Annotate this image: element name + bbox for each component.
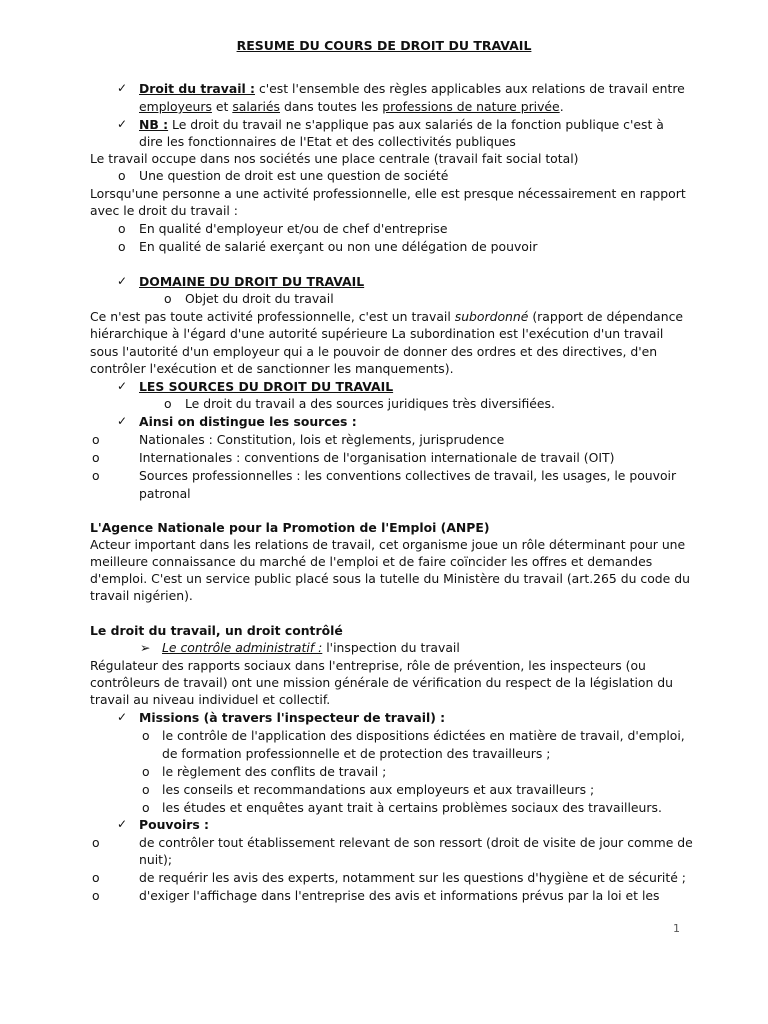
list-item: le contrôle de l'application des dispositions édictées en matière de travail, d'emploi, — [162, 728, 685, 743]
section-heading: Le droit du travail, un droit contrôlé — [90, 623, 343, 638]
list-item-continued: nuit); — [139, 852, 173, 867]
check-icon: ✓ — [117, 379, 128, 393]
subheading: Missions (à travers l'inspecteur de travail) : — [139, 710, 446, 725]
paragraph: contrôleurs de travail) ont une mission générale de vérification du respect de la législation du — [90, 675, 673, 690]
list-item: d'exiger l'affichage dans l'entreprise des avis et informations prévus par la loi et les — [139, 888, 660, 903]
paragraph: travail au niveau individuel et collectif. — [90, 692, 331, 707]
list-item: de contrôler tout établissement relevant de son ressort (droit de visite de jour comme de — [139, 835, 693, 850]
circle-bullet: o — [92, 870, 100, 885]
paragraph: meilleure connaissance du marché de l'emploi et de faire coïncider les offres et demandes — [90, 554, 653, 569]
paragraph: sous l'autorité d'un employeur qui a le pouvoir de donner des ordres et des directives, d'en — [90, 344, 658, 359]
circle-bullet: o — [92, 888, 100, 903]
circle-bullet: o — [92, 835, 100, 850]
subheading: Pouvoirs : — [139, 817, 210, 832]
paragraph: Régulateur des rapports sociaux dans l'entreprise, rôle de prévention, les inspecteurs (ou — [90, 658, 646, 673]
circle-bullet: o — [92, 450, 100, 465]
paragraph: Le travail occupe dans nos sociétés une place centrale (travail fait social total) — [90, 151, 579, 166]
circle-bullet: o — [142, 764, 150, 779]
list-item: Objet du droit du travail — [185, 291, 334, 306]
check-icon: ✓ — [117, 817, 128, 831]
list-item: Le droit du travail a des sources juridiques très diversifiées. — [185, 396, 555, 411]
definition-line-2: employeurs et salariés dans toutes les professions de nature privée. — [139, 99, 564, 114]
nb-line: NB : Le droit du travail ne s'applique pas aux salariés de la fonction publique c'est à — [139, 117, 664, 132]
check-icon: ✓ — [117, 710, 128, 724]
paragraph: Acteur important dans les relations de travail, cet organisme joue un rôle déterminant pour une — [90, 537, 686, 552]
circle-bullet: o — [118, 168, 126, 183]
list-item: Nationales : Constitution, lois et règlements, jurisprudence — [139, 432, 505, 447]
section-heading: DOMAINE DU DROIT DU TRAVAIL — [139, 274, 365, 289]
circle-bullet: o — [92, 432, 100, 447]
paragraph: hiérarchique à l'égard d'une autorité supérieure La subordination est l'exécution d'un travail — [90, 326, 664, 341]
circle-bullet: o — [164, 291, 172, 306]
list-item: Sources professionnelles : les conventions collectives de travail, les usages, le pouvoir — [139, 468, 677, 483]
circle-bullet: o — [92, 468, 100, 483]
circle-bullet: o — [164, 396, 172, 411]
section-heading: LES SOURCES DU DROIT DU TRAVAIL — [139, 379, 394, 394]
paragraph: contrôler l'exécution et de sanctionner les manquements). — [90, 361, 454, 376]
page-title: RESUME DU COURS DE DROIT DU TRAVAIL — [236, 38, 532, 53]
paragraph: d'emploi. C'est un service public placé sous la tutelle du Ministère du travail (art.265 du code du — [90, 571, 690, 586]
list-item: Internationales : conventions de l'organisation internationale de travail (OIT) — [139, 450, 615, 465]
check-icon: ✓ — [117, 117, 128, 131]
check-icon: ✓ — [117, 81, 128, 95]
list-item: Une question de droit est une question de société — [139, 168, 449, 183]
list-item: les conseils et recommandations aux employeurs et aux travailleurs ; — [162, 782, 595, 797]
paragraph: Ce n'est pas toute activité professionnelle, c'est un travail subordonné (rapport de dépendance — [90, 309, 684, 324]
paragraph: avec le droit du travail : — [90, 203, 238, 218]
list-item-continued: patronal — [139, 486, 191, 501]
admin-control-line: Le contrôle administratif : l'inspection du travail — [162, 640, 460, 655]
list-item: En qualité d'employeur et/ou de chef d'entreprise — [139, 221, 448, 236]
paragraph: travail nigérien). — [90, 588, 193, 603]
circle-bullet: o — [142, 782, 150, 797]
circle-bullet: o — [142, 800, 150, 815]
section-heading: L'Agence Nationale pour la Promotion de l'Emploi (ANPE) — [90, 520, 490, 535]
check-icon: ✓ — [117, 414, 128, 428]
page-number: 1 — [673, 922, 680, 935]
nb-line-2: dire les fonctionnaires de l'Etat et des collectivités publiques — [139, 134, 516, 149]
circle-bullet: o — [142, 728, 150, 743]
circle-bullet: o — [118, 239, 126, 254]
list-item: le règlement des conflits de travail ; — [162, 764, 387, 779]
check-icon: ✓ — [117, 274, 128, 288]
arrow-icon: ➢ — [140, 640, 151, 655]
circle-bullet: o — [118, 221, 126, 236]
list-item: de requérir les avis des experts, notamment sur les questions d'hygiène et de sécurité ; — [139, 870, 686, 885]
paragraph: Lorsqu'une personne a une activité professionnelle, elle est presque nécessairement en rapport — [90, 186, 686, 201]
list-item: les études et enquêtes ayant trait à certains problèmes sociaux des travailleurs. — [162, 800, 662, 815]
definition-line: Droit du travail : c'est l'ensemble des règles applicables aux relations de travail entre — [139, 81, 685, 96]
list-item: En qualité de salarié exerçant ou non une délégation de pouvoir — [139, 239, 538, 254]
list-item-continued: de formation professionnelle et de protection des travailleurs ; — [162, 746, 551, 761]
subheading: Ainsi on distingue les sources : — [139, 414, 357, 429]
